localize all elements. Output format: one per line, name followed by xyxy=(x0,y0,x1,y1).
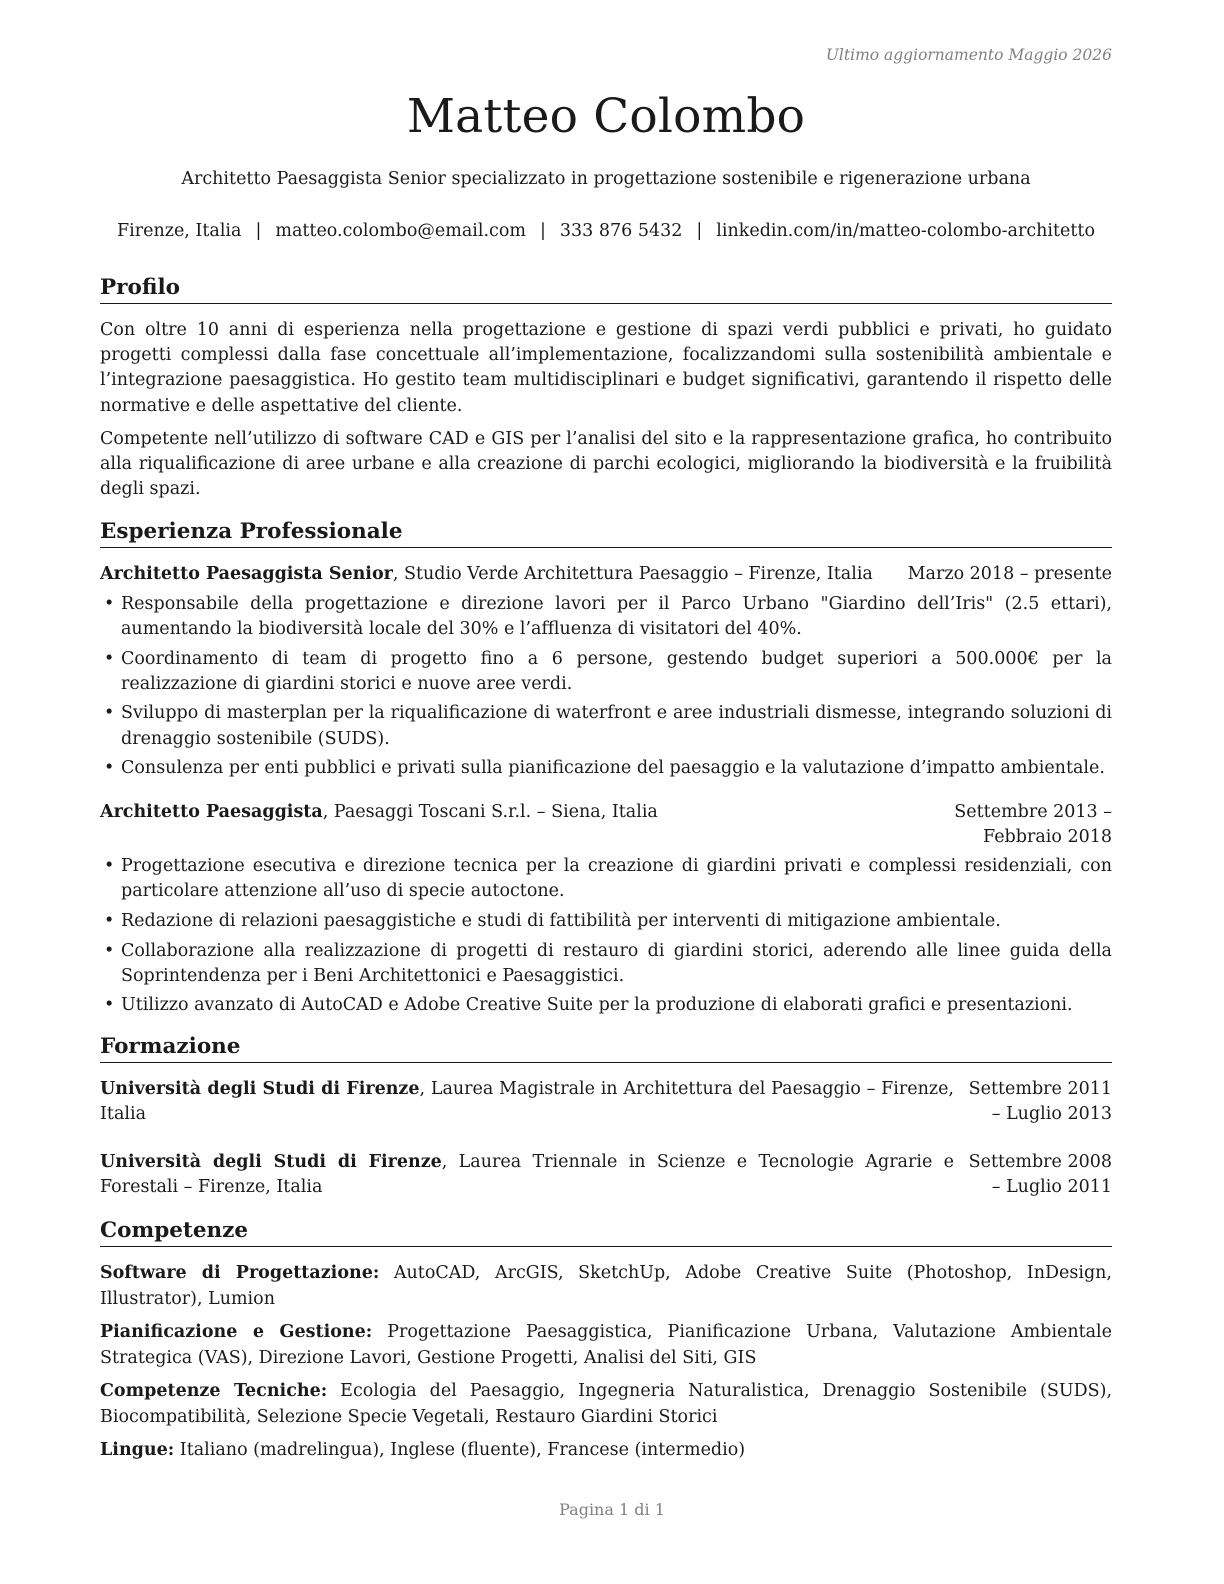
candidate-name: Matteo Colombo xyxy=(406,89,806,144)
skill-text: AutoCAD, ArcGIS, SketchUp, Adobe Creative Suite (Photoshop, InDesign, Illustrator), Lumion xyxy=(100,1263,1112,1309)
education-entry xyxy=(100,1150,1112,1200)
education-entry xyxy=(100,1077,1112,1127)
job-organization: , Paesaggi Toscani S.r.l. – Siena, Italia xyxy=(322,801,658,822)
bullet-text: Utilizzo avanzato di AutoCAD e Adobe Creative Suite per la produzione di elaborati grafici e presentazioni. xyxy=(121,995,1073,1016)
section-title-education: Formazione xyxy=(100,1033,1112,1063)
list-item xyxy=(100,993,1112,1018)
list-item xyxy=(100,592,1112,642)
candidate-tagline: Architetto Paesaggista Senior specializzato in progettazione sostenibile e rigenerazione urbana xyxy=(181,169,1031,189)
job-bullets xyxy=(100,592,1112,782)
education-degree: , Laurea Magistrale in Architettura del Paesaggio – Firenze, Italia xyxy=(100,1078,954,1124)
list-item xyxy=(100,909,1112,934)
skill-group xyxy=(100,1320,1112,1370)
contact-separator: | xyxy=(255,221,262,241)
bullet-text: Consulenza per enti pubblici e privati sulla pianificazione del paesaggio e la valutazione d’impatto ambientale. xyxy=(121,758,1105,779)
list-item xyxy=(100,939,1112,989)
section-title-profile: Profilo xyxy=(100,274,1112,304)
job-role: Architetto Paesaggista xyxy=(100,801,323,822)
profile-paragraph: Con oltre 10 anni di esperienza nella progettazione e gestione di spazi verdi pubblici e privati, ho guidato progetti complessi dalla fase concettuale all’implementazione, focalizzandomi sulla sostenibilità ambientale e l’integrazione paesaggistica. Ho gestito team multidisciplinari e budget significativi, garantendo il rispetto delle normative e delle aspettative del cliente. xyxy=(100,320,1112,416)
bullet-text: Coordinamento di team di progetto fino a 6 persone, gestendo budget superiori a 500.000€ per la realizzazione di giardini storici e nuove aree verdi. xyxy=(121,648,1112,694)
bullet-icon: • xyxy=(104,995,115,1016)
job-role: Architetto Paesaggista Senior xyxy=(100,564,393,585)
job-title-line xyxy=(100,800,872,825)
list-item xyxy=(100,701,1112,751)
skill-text: Ecologia del Paesaggio, Ingegneria Naturalistica, Drenaggio Sostenibile (SUDS), Biocompatibilità, Selezione Specie Vegetali, Restauro Giardini Storici xyxy=(100,1381,1113,1427)
contact-separator: | xyxy=(696,221,703,241)
last-updated-note: Ultimo aggiornamento Maggio 2026 xyxy=(825,46,1112,64)
job-dates: Settembre 2013 – Febbraio 2018 xyxy=(954,801,1112,847)
skill-label: Software di Progettazione: xyxy=(100,1263,380,1284)
education-school: Università degli Studi di Firenze xyxy=(100,1078,420,1099)
skill-group xyxy=(100,1379,1112,1429)
resume-page xyxy=(100,40,1112,1472)
contact-location: Firenze, Italia xyxy=(117,221,242,241)
education-title-line xyxy=(100,1077,954,1127)
contact-email[interactable]: matteo.colombo@email.com xyxy=(275,221,526,241)
skill-text: Progettazione Paesaggistica, Pianificazione Urbana, Valutazione Ambientale Strategica (VAS), Direzione Lavori, Gestione Progetti, Analisi del Siti, GIS xyxy=(100,1322,1113,1368)
skill-label: Pianificazione e Gestione: xyxy=(100,1322,373,1343)
job-dates: Marzo 2018 – presente xyxy=(907,564,1112,585)
bullet-text: Sviluppo di masterplan per la riqualificazione di waterfront e aree industriali dismesse, integrando soluzioni di drenaggio sostenibile (SUDS). xyxy=(121,703,1112,749)
bullet-icon: • xyxy=(104,855,115,876)
contact-linkedin[interactable]: linkedin.com/in/matteo-colombo-architetto xyxy=(716,221,1095,241)
job-organization: , Studio Verde Architettura Paesaggio – Firenze, Italia xyxy=(392,564,873,585)
skill-label: Lingue: xyxy=(100,1440,175,1461)
bullet-icon: • xyxy=(104,940,115,961)
profile-paragraph: Competente nell’utilizzo di software CAD e GIS per l’analisi del sito e la rappresentazione grafica, ho contribuito alla riqualificazione di aree urbane e alla creazione di parchi ecologici, migliorando la biodiversità e la fruibilità degli spazi. xyxy=(100,428,1112,500)
job-header xyxy=(100,562,1112,587)
bullet-icon: • xyxy=(104,593,115,614)
list-item xyxy=(100,756,1112,781)
skill-group xyxy=(100,1438,1112,1463)
bullet-icon: • xyxy=(104,758,115,779)
skill-group xyxy=(100,1261,1112,1311)
contact-phone: 333 876 5432 xyxy=(559,221,683,241)
bullet-text: Collaborazione alla realizzazione di progetti di restauro di giardini storici, aderendo alle linee guida della Soprintendenza per i Beni Architettonici e Paesaggistici. xyxy=(121,940,1112,986)
skill-text: Italiano (madrelingua), Inglese (fluente), Francese (intermedio) xyxy=(174,1440,746,1461)
education-dates: Settembre 2011 – Luglio 2013 xyxy=(968,1078,1112,1124)
skill-label: Competenze Tecniche: xyxy=(100,1381,328,1402)
bullet-text: Progettazione esecutiva e direzione tecnica per la creazione di giardini privati e complessi residenziali, con particolare attenzione all’uso di specie autoctone. xyxy=(121,855,1112,902)
education-degree: , Laurea Triennale in Scienze e Tecnologie Agrarie e Forestali – Firenze, Italia xyxy=(100,1152,954,1198)
section-title-skills: Competenze xyxy=(100,1217,1112,1247)
job-bullets xyxy=(100,854,1112,1019)
job-title-line xyxy=(100,562,900,587)
contact-line xyxy=(100,218,1112,244)
job-header xyxy=(100,800,1112,850)
list-item xyxy=(100,854,1112,904)
bullet-text: Responsabile della progettazione e direzione lavori per il Parco Urbano "Giardino dell’Iris" (2.5 ettari), aumentando la biodiversità locale del 30% e l’affluenza di visitatori del 40%. xyxy=(121,593,1112,639)
education-title-line xyxy=(100,1150,954,1200)
list-item xyxy=(100,647,1112,697)
bullet-icon: • xyxy=(104,703,115,724)
bullet-text: Redazione di relazioni paesaggistiche e studi di fattibilità per interventi di mitigazione ambientale. xyxy=(121,910,1001,931)
contact-separator: | xyxy=(539,221,546,241)
page-number: Pagina 1 di 1 xyxy=(559,1500,665,1519)
education-school: Università degli Studi di Firenze xyxy=(100,1152,442,1173)
education-dates: Settembre 2008 – Luglio 2011 xyxy=(968,1152,1112,1198)
bullet-icon: • xyxy=(104,910,115,931)
section-title-experience: Esperienza Professionale xyxy=(100,518,1112,548)
bullet-icon: • xyxy=(104,648,115,669)
